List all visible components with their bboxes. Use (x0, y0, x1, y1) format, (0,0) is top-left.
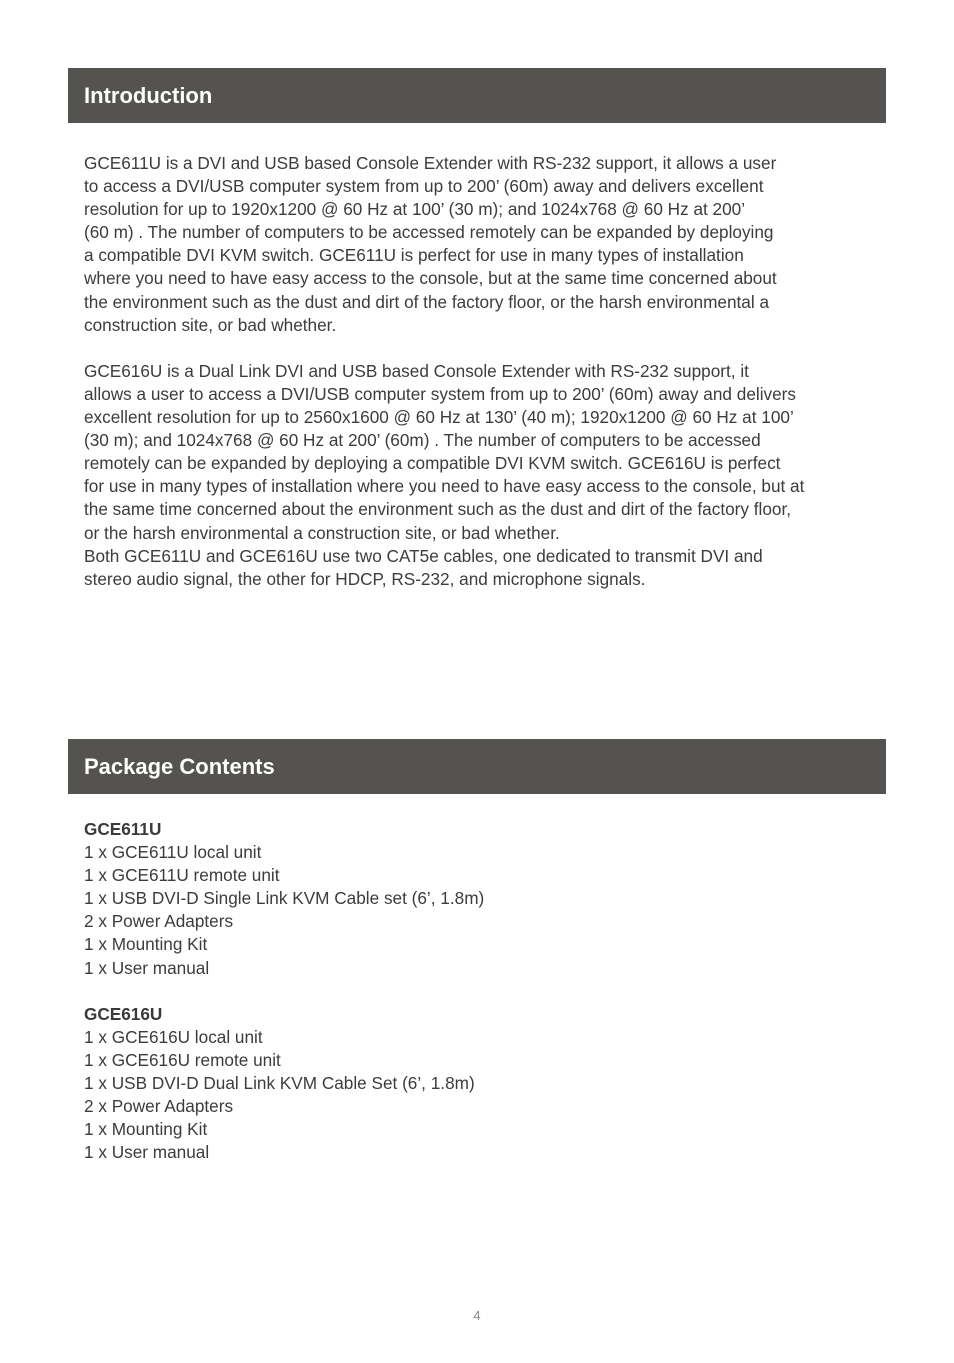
package-group-gce616u (84, 1003, 874, 1165)
introduction-heading: Introduction (84, 82, 213, 108)
list-item: 1 x User manual (84, 1142, 210, 1163)
list-item: 1 x GCE611U local unit (84, 842, 262, 863)
package-group-gce611u (84, 818, 874, 980)
list-item: 1 x USB DVI-D Single Link KVM Cable set (6’, 1.8m) (84, 888, 485, 909)
list-item: 1 x GCE611U remote unit (84, 865, 280, 886)
package-contents-header (68, 739, 886, 794)
package-group-title: GCE616U (84, 1003, 163, 1024)
page-number: 4 (473, 1308, 481, 1323)
introduction-paragraph-1: GCE611U is a DVI and USB based Console Extender with RS-232 support, it allows a user to access a DVI/USB computer system from up to 200’ (60m) away and delivers excellent resolution for up to 1920x1200 @ 60 Hz at 100’ (30 m); and 1024x768 @ 60 Hz at 200’ (60 m) . The number of computers to be accessed remotely can be expanded by deploying a compatible DVI KVM switch. GCE611U is perfect for use in many types of installation where you need to have easy access to the console, but at the same time concerned about the environment such as the dust and dirt of the factory floor, or the harsh environmental a construction site, or bad whether. (84, 153, 777, 335)
package-contents-heading: Package Contents (84, 753, 275, 779)
package-item-list (84, 841, 874, 980)
list-item: 1 x Mounting Kit (84, 1119, 208, 1140)
introduction-body (84, 152, 874, 591)
package-item-list (84, 1026, 874, 1165)
list-item: 1 x Mounting Kit (84, 934, 208, 955)
list-item: 1 x USB DVI-D Dual Link KVM Cable Set (6’, 1.8m) (84, 1072, 475, 1093)
introduction-header (68, 68, 886, 123)
list-item: 1 x GCE616U remote unit (84, 1049, 281, 1070)
list-item: 2 x Power Adapters (84, 1096, 234, 1117)
introduction-paragraph-3: Both GCE611U and GCE616U use two CAT5e cables, one dedicated to transmit DVI and stereo audio signal, the other for HDCP, RS-232, and microphone signals. (84, 545, 763, 589)
list-item: 1 x User manual (84, 957, 210, 978)
introduction-paragraph-2: GCE616U is a Dual Link DVI and USB based Console Extender with RS-232 support, it allows a user to access a DVI/USB computer system from up to 200’ (60m) away and delivers excellent resolution for up to 2560x1600 @ 60 Hz at 130’ (40 m); 1920x1200 @ 60 Hz at 100’ (30 m); and 1024x768 @ 60 Hz at 200’ (60m) . The number of computers to be accessed remotely can be expanded by deploying a compatible DVI KVM switch. GCE616U is perfect for use in many types of installation where you need to have easy access to the console, but at the same time concerned about the environment such as the dust and dirt of the factory floor, or the harsh environmental a construction site, or bad whether. (84, 360, 805, 543)
list-item: 2 x Power Adapters (84, 911, 234, 932)
package-contents-body (84, 818, 874, 1164)
package-group-title: GCE611U (84, 819, 162, 839)
list-item: 1 x GCE616U local unit (84, 1026, 263, 1047)
